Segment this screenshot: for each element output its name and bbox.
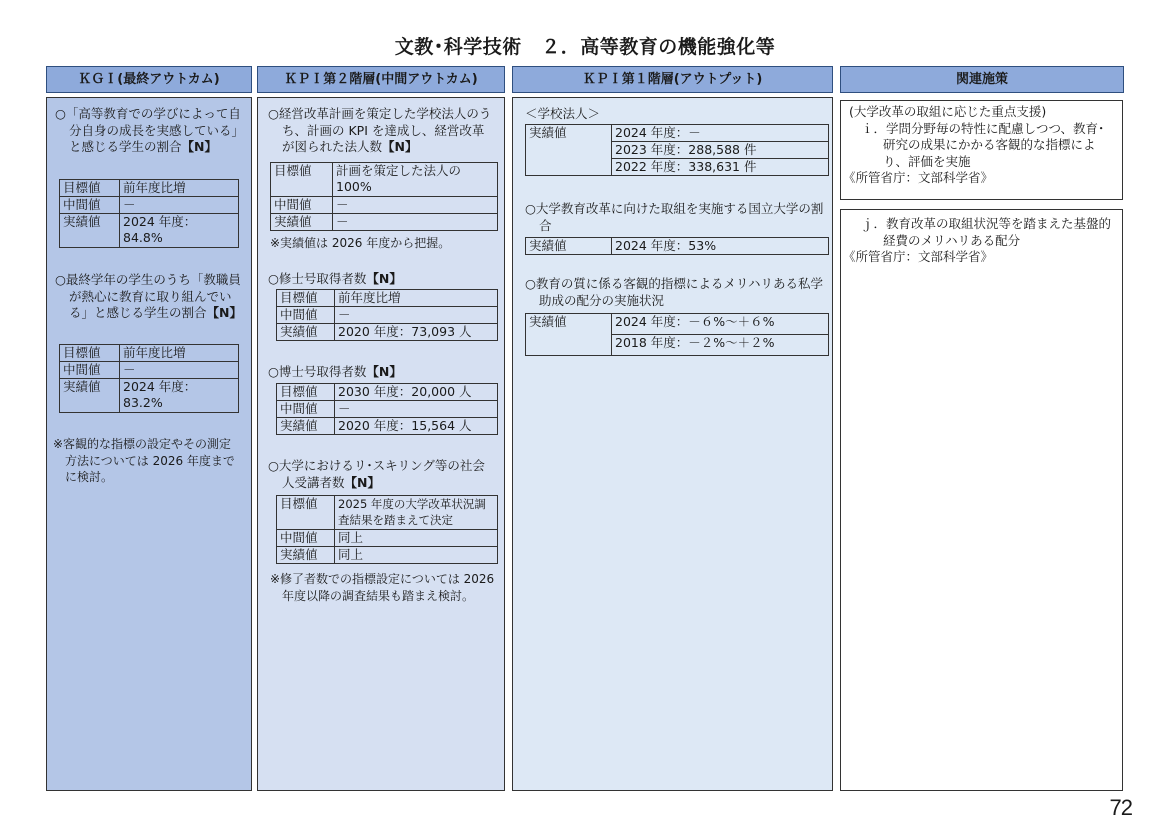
kpi2-item-2 — [268, 271, 496, 288]
related-measure-1-heading: (大学改革の取組に応じた重点支援) — [849, 104, 1047, 119]
kgi-item-2-table — [59, 344, 239, 413]
kgi-item-2-tag: 【N】 — [206, 305, 242, 320]
kpi2-item-4 — [268, 458, 496, 491]
kgi-item-1-tag: 【N】 — [181, 139, 217, 154]
table-row: 目標値 計画を策定した法人の100% — [271, 163, 498, 197]
kgi-item-1 — [55, 106, 243, 156]
column-header-kpi1: ＫＰＩ第１階層(アウトプット) — [512, 66, 833, 93]
kpi2-item-1 — [268, 106, 496, 156]
kgi-column — [46, 97, 252, 791]
related-measure-box-2 — [840, 209, 1123, 791]
kpi1-item-3 — [525, 276, 825, 309]
kgi-item-1-table — [59, 179, 239, 248]
kpi1-item-2 — [525, 201, 825, 234]
kpi1-column — [512, 97, 833, 791]
kpi2-item-1-tag: 【N】 — [382, 139, 418, 154]
kpi1-item-2-heading: ○大学教育改革に向けた取組を実施する国立大学の割合 — [525, 201, 824, 233]
page-title: 文教･科学技術 ２．高等教育の機能強化等 — [394, 36, 776, 58]
table-row: 実績値 2024 年度：－６%～＋６% — [526, 314, 829, 335]
table-row: 目標値 2030 年度：20,000 人 — [277, 384, 498, 401]
kgi-item-2-heading: ○最終学年の学生のうち「教職員が熱心に教育に取り組んでいる」と感じる学生の割合 — [55, 272, 241, 320]
kpi2-item-2-tag: 【N】 — [366, 271, 402, 286]
table-row: 目標値 前年度比増 — [60, 345, 239, 362]
column-header-kgi: ＫＧＩ(最終アウトカム) — [46, 66, 252, 93]
kgi-item-1-heading: ○「高等教育での学びによって自分自身の成長を実感している」と感じる学生の割合 — [55, 106, 241, 154]
kpi1-item-1-table — [525, 124, 829, 176]
table-row: 実績値 2024 年度：83.2% — [60, 379, 239, 413]
kpi2-item-1-note: ※実績値は 2026 年度から把握。 — [270, 236, 451, 250]
kpi2-item-3 — [268, 364, 496, 381]
related-measure-2-ministry: 《所管省庁：文部科学省》 — [843, 249, 994, 264]
table-row: 実績値 2024 年度：－ — [526, 125, 829, 142]
table-row: 実績値 2024 年度：53% — [526, 238, 829, 255]
table-row: 実績値 2020 年度：15,564 人 — [277, 418, 498, 435]
table-row: 中間値 － — [60, 197, 239, 214]
table-row: 中間値 － — [60, 362, 239, 379]
table-row: 中間値 － — [271, 197, 498, 214]
related-measure-1-body: ｉ．学問分野毎の特性に配慮しつつ、教育･研究の成果にかかる客観的な指標により、評価を実施 — [861, 120, 1105, 169]
kpi2-item-4-heading: ○大学におけるリ･スキリング等の社会人受講者数 — [268, 458, 485, 490]
related-measure-2-body: ｊ．教育改革の取組状況等を踏まえた基盤的経費のメリハリある配分 — [861, 216, 1112, 248]
related-column — [840, 97, 1124, 791]
page-number: 72 — [1109, 795, 1132, 820]
table-row: 実績値 同上 — [277, 547, 498, 564]
table-row: 2022 年度：338,631 件 — [526, 159, 829, 176]
kpi2-item-3-tag: 【N】 — [366, 364, 402, 379]
kpi2-column — [257, 97, 505, 791]
table-row: 中間値 － — [277, 307, 498, 324]
kpi2-item-3-heading: ○博士号取得者数 — [268, 364, 367, 379]
kpi2-item-1-table — [270, 162, 498, 231]
kgi-item-2 — [55, 272, 243, 322]
kpi2-item-1-heading: ○経営改革計画を策定した学校法人のうち、計画の KPI を達成し、経営改革が図られた法人数 — [268, 106, 492, 154]
kpi2-item-4-table — [276, 495, 498, 564]
table-row: 目標値 前年度比増 — [60, 180, 239, 197]
table-row: 2023 年度：288,588 件 — [526, 142, 829, 159]
kpi2-item-2-heading: ○修士号取得者数 — [268, 271, 367, 286]
kgi-note: ※客観的な指標の設定やその測定方法については 2026 年度までに検討。 — [53, 437, 235, 484]
kpi1-item-2-table — [525, 237, 829, 255]
kpi2-item-4-tag: 【N】 — [344, 474, 380, 490]
kpi2-item-4-note: ※修了者数での指標設定については 2026 年度以降の調査結果も踏まえ検討。 — [270, 572, 495, 603]
kpi1-item-3-table — [525, 313, 829, 356]
kpi2-item-2-table — [276, 289, 498, 341]
related-measure-box-1 — [840, 100, 1123, 200]
table-row: 実績値 2024 年度：84.8% — [60, 214, 239, 248]
table-row: 中間値 同上 — [277, 530, 498, 547]
table-row: 実績値 2020 年度：73,093 人 — [277, 324, 498, 341]
table-row: 2018 年度：－２%～＋２% — [526, 335, 829, 356]
kpi1-item-3-heading: ○教育の質に係る客観的指標によるメリハリある私学助成の配分の実施状況 — [525, 276, 824, 308]
column-header-kpi2: ＫＰＩ第２階層(中間アウトカム) — [257, 66, 505, 93]
related-measure-1-ministry: 《所管省庁：文部科学省》 — [843, 170, 994, 185]
kpi2-item-3-table — [276, 383, 498, 435]
column-header-related: 関連施策 — [840, 66, 1124, 93]
kpi1-item-1-heading: ＜学校法人＞ — [525, 106, 601, 121]
table-row: 目標値 前年度比増 — [277, 290, 498, 307]
table-row: 目標値 2025 年度の大学改革状況調査結果を踏まえて決定 — [277, 496, 498, 530]
table-row: 中間値 － — [277, 401, 498, 418]
table-row: 実績値 － — [271, 214, 498, 231]
